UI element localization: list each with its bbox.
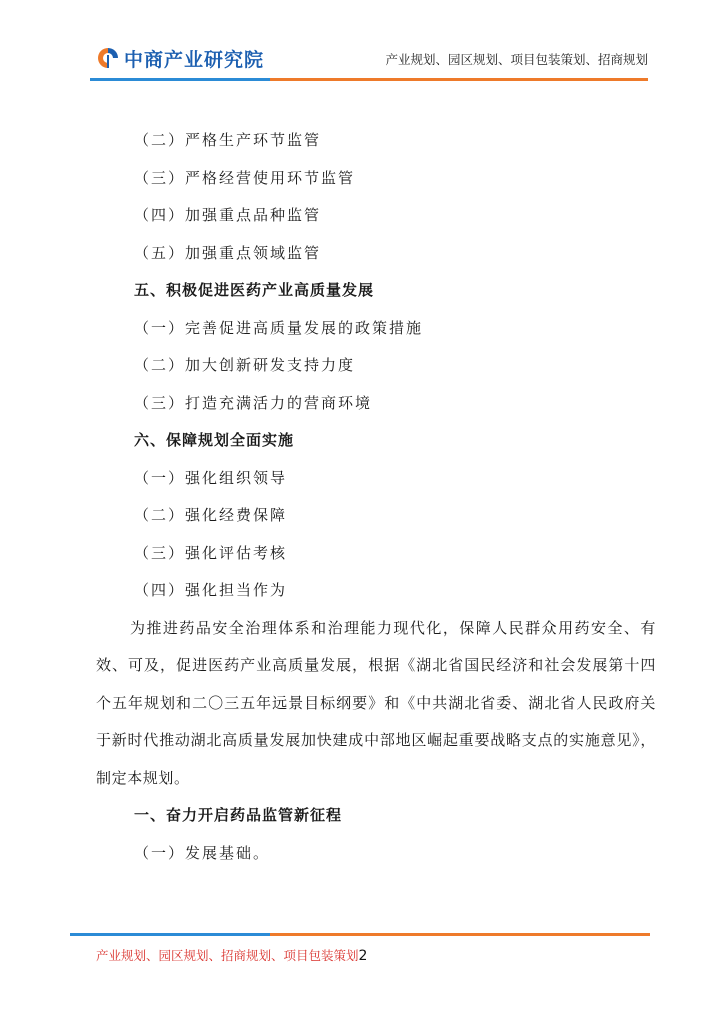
section-heading: 一、奋力开启药品监管新征程 — [134, 806, 343, 824]
header-rule-orange — [270, 78, 648, 81]
list-item: （五）加强重点领域监管 — [134, 243, 322, 262]
section-heading: 五、积极促进医药产业高质量发展 — [134, 281, 375, 299]
footer-rule-blue — [70, 933, 270, 936]
body-paragraph: 为推进药品安全治理体系和治理能力现代化，保障人民群众用药安全、有效、可及，促进医药产业高质量发展，根据《湖北省国民经济和社会发展第十四个五年规划和二〇三五年远景目标纲要》和《中共湖北省委、湖北省人民政府关于新时代推动湖北高质量发展加快建成中部地区崛起重要战略支点的实施意见》，制定本规划。 — [96, 618, 656, 787]
list-item: （三）强化评估考核 — [134, 543, 288, 562]
section-heading: 六、保障规划全面实施 — [134, 431, 295, 449]
page-number: 2 — [358, 948, 368, 964]
logo — [96, 44, 264, 72]
list-item: （二）强化经费保障 — [134, 506, 288, 524]
list-item: （二）严格生产环节监管 — [134, 131, 322, 149]
logo-text: 中商产业研究院 — [124, 48, 265, 71]
page-footer — [96, 946, 367, 964]
header-rule-blue — [90, 78, 270, 81]
logo-icon — [96, 46, 120, 70]
header-tagline: 产业规划、园区规划、项目包装策划、招商规划 — [385, 52, 648, 67]
list-item: （三）严格经营使用环节监管 — [134, 168, 356, 187]
list-item: （一）发展基础。 — [134, 843, 271, 862]
footer-rule-orange — [270, 933, 650, 936]
list-item: （一）强化组织领导 — [134, 468, 288, 487]
list-item: （四）加强重点品种监管 — [134, 206, 322, 224]
list-item: （三）打造充满活力的营商环境 — [134, 393, 373, 412]
footer-tagline: 产业规划、园区规划、招商规划、项目包装策划 — [96, 948, 359, 963]
list-item: （一）完善促进高质量发展的政策措施 — [134, 318, 424, 337]
page-header — [0, 0, 724, 90]
list-item: （二）加大创新研发支持力度 — [134, 356, 356, 374]
list-item: （四）强化担当作为 — [134, 581, 288, 599]
document-body — [96, 122, 656, 872]
